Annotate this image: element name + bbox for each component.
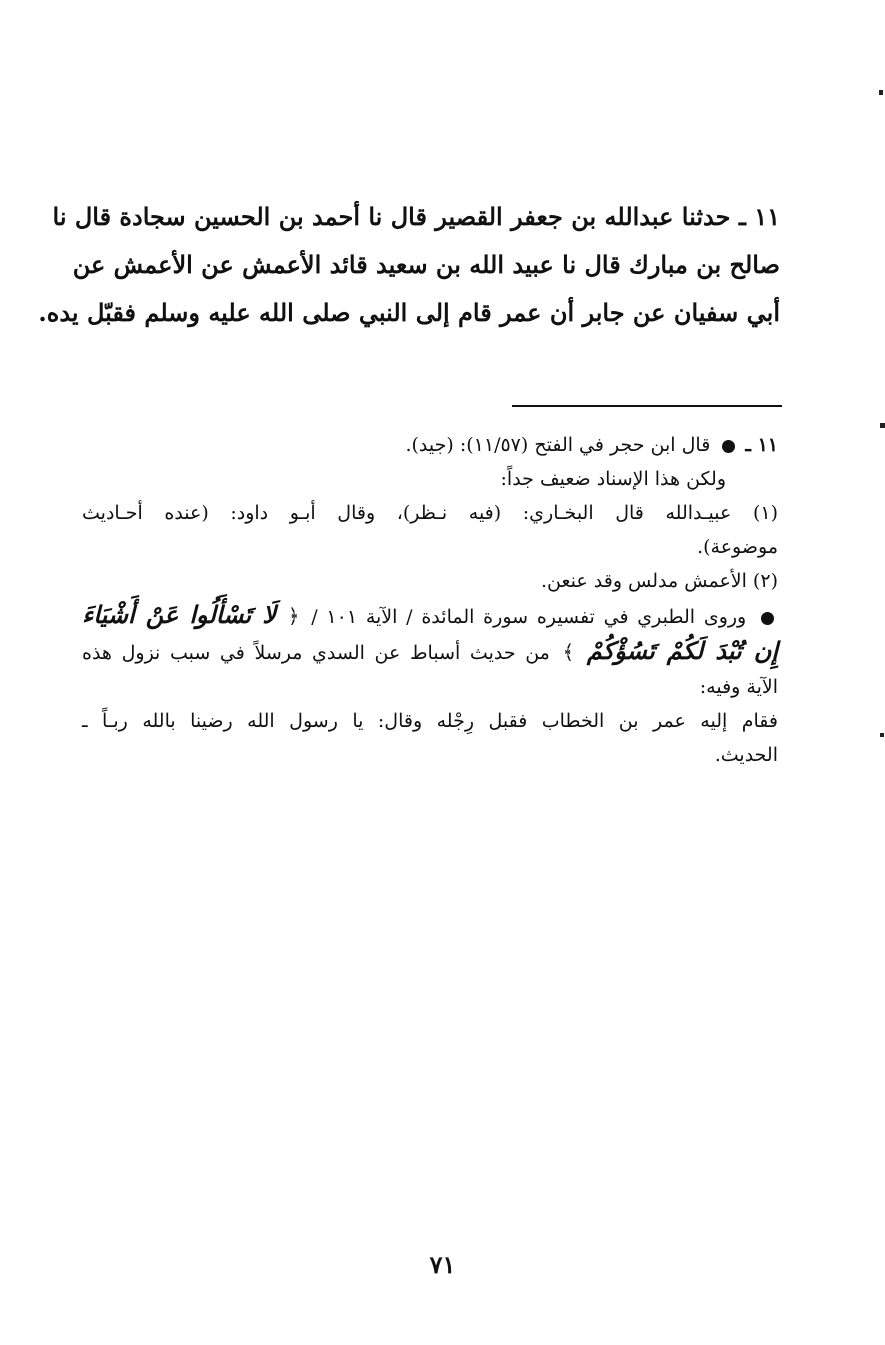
page-number: ٧١ xyxy=(429,1250,456,1279)
footnote-line-7 xyxy=(82,634,778,670)
footnote-ibn-hajar: قال ابن حجر في الفتح (١١/٥٧): (جيد). xyxy=(405,434,711,456)
footnote-line-10: الحديث. xyxy=(714,744,778,766)
margin-mark xyxy=(880,733,884,737)
bullet-icon xyxy=(761,612,774,625)
bullet-icon xyxy=(722,440,735,453)
margin-mark xyxy=(879,90,883,95)
footnote-line-6 xyxy=(82,598,778,634)
footnotes-block xyxy=(82,428,778,772)
footnote-line-5: (٢) الأعمش مدلس وقد عنعن. xyxy=(540,570,778,592)
footnote-line-8: الآية وفيه: xyxy=(699,676,778,698)
hadith-line-1: ١١ ـ حدثنا عبدالله بن جعفر القصير قال نا أحمد بن الحسين سجادة قال نا xyxy=(52,202,780,231)
quran-verse-part-1: لَا تَسْأَلُوا عَنْ أَشْيَاءَ xyxy=(82,600,276,629)
footnote-separator xyxy=(512,405,782,407)
hadith-paragraph xyxy=(38,193,780,337)
quran-bracket-close: ﴾ xyxy=(562,640,575,664)
tabari-reference: وروى الطبري في تفسيره سورة المائدة / الآية ١٠١ / xyxy=(311,606,747,628)
footnote-line-3: (١) عبيـدالله قال البخـاري: (فيه نـظر)، وقال أبـو داود: (عنده أحـاديث xyxy=(82,502,778,524)
quran-verse-part-2: إِن تُبْدَ لَكُمْ تَسُؤْكُمْ xyxy=(586,636,778,665)
footnote-line-1 xyxy=(82,428,778,462)
footnote-line-2: ولكن هذا الإسناد ضعيف جداً: xyxy=(500,468,726,490)
footnote-line-4: موضوعة). xyxy=(697,536,778,558)
margin-mark xyxy=(880,423,885,428)
asbat-narration: من حديث أسباط عن السدي مرسلاً في سبب نزول هذه xyxy=(82,642,550,664)
footnote-number: ١١ ـ xyxy=(745,434,778,456)
hadith-line-3: أبي سفيان عن جابر أن عمر قام إلى النبي صلى الله عليه وسلم فقبّل يده. xyxy=(38,298,780,327)
footnote-line-9: فقام إليه عمر بن الخطاب فقبل رِجْله وقال: يا رسول الله رضينا بالله ربـاً ـ xyxy=(82,710,778,732)
quran-bracket-open: ﴿ xyxy=(287,604,300,628)
hadith-line-2: صالح بن مبارك قال نا عبيد الله بن سعيد قائد الأعمش عن الأعمش عن xyxy=(72,250,780,279)
